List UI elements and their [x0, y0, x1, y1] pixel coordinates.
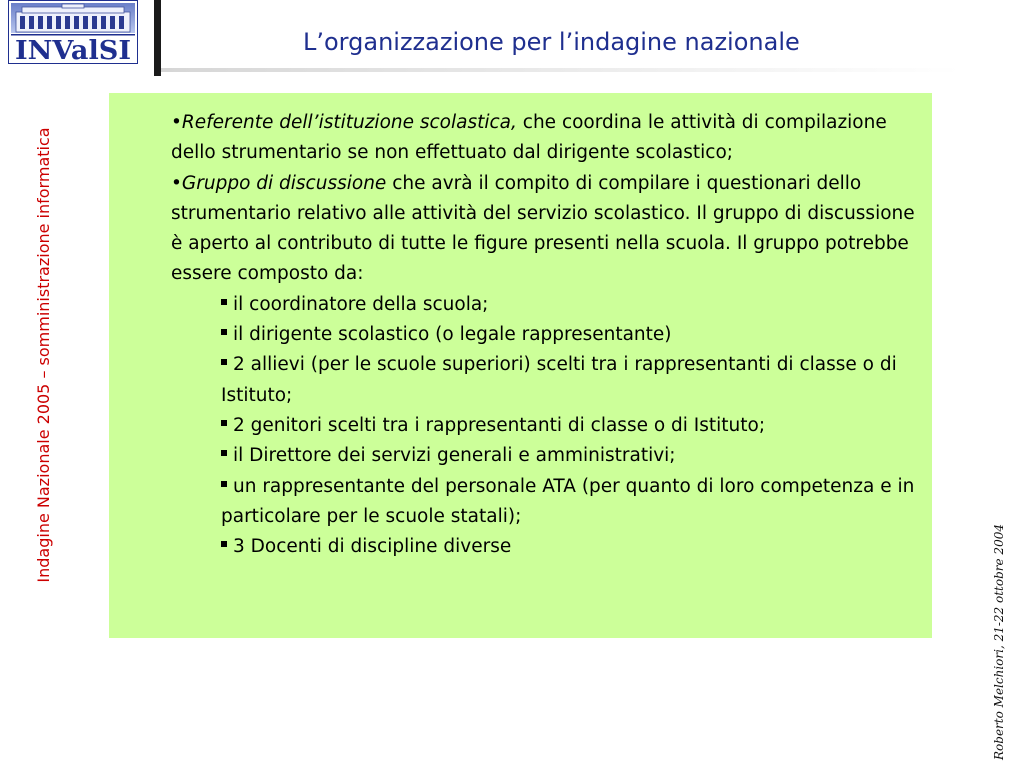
square-bullet-icon [221, 359, 227, 365]
list-item-text: 3 Docenti di discipline diverse [233, 536, 512, 558]
bullet: • [171, 172, 182, 194]
content-box [109, 93, 932, 638]
square-bullet-icon [221, 450, 227, 456]
list-item-text: 2 genitori scelti tra i rappresentanti di classe o di Istituto; [233, 414, 766, 436]
list-item [221, 290, 926, 320]
list-item-text: un rappresentante del personale ATA (per quanto di loro competenza e in particolare per le scuole statali); [221, 475, 915, 527]
list-item [221, 411, 926, 441]
list-item [221, 532, 926, 562]
list-item [221, 350, 926, 411]
member-list [171, 290, 926, 563]
square-bullet-icon [221, 420, 227, 426]
list-item-text: il coordinatore della scuola; [233, 293, 489, 315]
paragraph-body: che coordina le attività di compilazione dello strumentario se non effettuato dal dirigente scolastico; [171, 112, 887, 164]
paragraph-referente [171, 108, 926, 169]
logo-wordmark: INValSI [15, 36, 131, 64]
square-bullet-icon [221, 481, 227, 487]
list-item-text: 2 allievi (per le scuole superiori) scelti tra i rappresentanti di classe o di Istituto; [221, 354, 897, 406]
paragraph-body: che avrà il compito di compilare i questionari dello strumentario relativo alle attività del servizio scolastico. Il gruppo di discussione è aperto al contributo di tutte le figure presenti nella scuola. Il gruppo potrebbe essere composto da: [171, 172, 915, 285]
side-caption-right: Roberto Melchiori, 21-22 ottobre 2004 [992, 524, 1006, 760]
bullet: • [171, 112, 182, 133]
list-item [221, 472, 926, 533]
paragraph-lead: Referente dell’istituzione scolastica, [181, 112, 517, 133]
content-text [171, 108, 926, 562]
title-rule [161, 68, 961, 72]
list-item [221, 441, 926, 471]
title-divider [154, 0, 161, 76]
paragraph-gruppo [171, 169, 926, 290]
page-title: L’organizzazione per l’indagine nazionale [303, 28, 800, 56]
list-item-text: il Direttore dei servizi generali e amministrativi; [233, 445, 676, 467]
square-bullet-icon [221, 541, 227, 547]
square-bullet-icon [221, 299, 227, 305]
square-bullet-icon [221, 329, 227, 335]
invalsi-logo [8, 0, 138, 64]
list-item-text: il dirigente scolastico (o legale rappresentante) [233, 324, 672, 346]
paragraph-lead: Gruppo di discussione [181, 172, 387, 194]
side-caption-left: Indagine Nazionale 2005 – somministrazione informatica [34, 127, 53, 583]
list-item [221, 320, 926, 350]
